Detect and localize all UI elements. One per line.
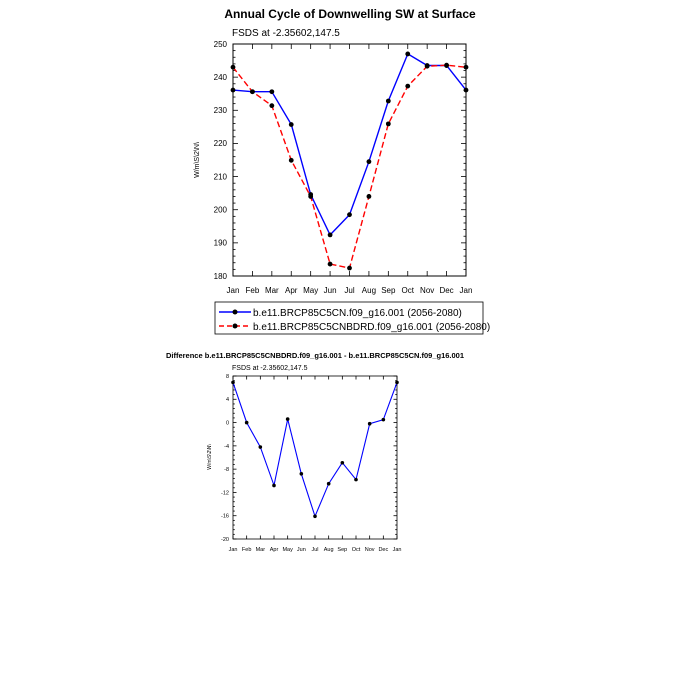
x-tick-label: Jan (228, 547, 238, 553)
data-point (367, 194, 372, 199)
chart2-subtitle: FSDS at -2.35602,147.5 (232, 365, 308, 372)
legend-marker-red (233, 324, 238, 329)
series-line-1 (233, 65, 466, 268)
x-tick-label: May (303, 286, 319, 295)
x-tick-label: Jun (323, 286, 337, 295)
difference-chart (166, 351, 464, 553)
data-point (395, 381, 399, 385)
x-tick-label: Apr (269, 547, 279, 553)
y-tick-label: 230 (213, 106, 227, 116)
data-point (444, 63, 449, 68)
x-tick-label: Sep (381, 286, 396, 295)
annual-cycle-chart (194, 7, 490, 334)
x-tick-label: Apr (285, 286, 298, 295)
x-tick-label: Dec (439, 286, 454, 295)
x-tick-label: Dec (378, 547, 389, 553)
x-tick-label: Feb (245, 286, 260, 295)
data-point (382, 418, 386, 422)
series-line-0 (233, 382, 397, 516)
data-point (367, 159, 372, 164)
y-tick-label: 240 (213, 72, 227, 82)
data-point (386, 99, 391, 104)
y-tick-label: -12 (221, 490, 229, 497)
data-point (286, 417, 290, 421)
x-tick-label: Aug (323, 547, 334, 553)
legend-label-red: b.e11.BRCP85C5CNBDRD.f09_g16.001 (2056-2080) (253, 322, 491, 333)
data-point (289, 158, 294, 163)
y-tick-label: 210 (213, 172, 227, 182)
x-tick-label: Nov (364, 547, 375, 553)
x-tick-label: Feb (241, 547, 252, 553)
data-point (300, 472, 304, 476)
data-point (231, 381, 235, 385)
x-tick-label: Aug (361, 286, 377, 295)
data-point (368, 422, 372, 426)
chart1-x-axis (227, 44, 473, 295)
data-point (269, 89, 274, 94)
data-point (464, 88, 469, 93)
x-tick-label: Oct (401, 286, 414, 295)
series-line-0 (233, 54, 466, 235)
chart2-y-axis (221, 374, 397, 543)
x-tick-label: Jan (226, 286, 240, 295)
data-point (313, 514, 317, 518)
chart2-series (231, 381, 399, 518)
data-point (231, 88, 236, 93)
y-tick-label: 4 (225, 397, 229, 404)
x-tick-label: Jan (459, 286, 473, 295)
y-tick-label: 200 (213, 205, 227, 215)
y-tick-label: -8 (224, 467, 229, 474)
y-tick-label: 0 (225, 420, 229, 427)
x-tick-label: Nov (420, 286, 435, 295)
data-point (289, 122, 294, 127)
x-tick-label: Jul (311, 547, 319, 553)
x-tick-label: Jul (344, 286, 355, 295)
chart1-series (231, 52, 469, 271)
x-tick-label: May (282, 547, 293, 553)
data-point (272, 484, 276, 488)
data-point (250, 89, 255, 94)
data-point (259, 445, 263, 449)
y-tick-label: 180 (213, 271, 227, 281)
chart1-ylabel: W/m\S\2\N\ (194, 142, 201, 178)
y-tick-label: 250 (213, 39, 227, 49)
data-point (328, 233, 333, 238)
chart1-subtitle: FSDS at -2.35602,147.5 (232, 28, 340, 39)
x-tick-label: Sep (337, 547, 348, 553)
x-tick-label: Jan (392, 547, 402, 553)
x-tick-label: Mar (255, 547, 266, 553)
data-point (464, 65, 469, 70)
y-tick-label: 220 (213, 139, 227, 149)
data-point (425, 64, 430, 69)
y-tick-label: 8 (225, 373, 229, 380)
data-point (328, 262, 333, 267)
y-tick-label: 190 (213, 238, 227, 248)
data-point (347, 212, 352, 217)
data-point (347, 266, 352, 271)
chart2-ylabel: W/m\S\2\N\ (207, 444, 213, 470)
data-point (245, 421, 249, 425)
legend-marker-blue (233, 310, 238, 315)
x-tick-label: Oct (351, 547, 361, 553)
data-point (308, 194, 313, 199)
y-tick-label: -16 (221, 513, 229, 520)
chart2-x-axis (229, 376, 402, 553)
data-point (405, 84, 410, 89)
y-tick-label: -20 (221, 536, 229, 543)
data-point (386, 121, 391, 126)
data-point (231, 65, 236, 70)
chart2-title: Difference b.e11.BRCP85C5CNBDRD.f09_g16.001 - b.e11.BRCP85C5CN.f09_g16.001 (165, 351, 465, 360)
data-point (341, 461, 345, 465)
x-tick-label: Mar (264, 286, 279, 295)
data-point (269, 103, 274, 108)
legend-label-blue: b.e11.BRCP85C5CN.f09_g16.001 (2056-2080) (253, 308, 462, 319)
chart1-y-axis (214, 40, 466, 281)
chart1-legend (215, 302, 490, 334)
chart1-title: Annual Cycle of Downwelling SW at Surface (224, 7, 476, 21)
x-tick-label: Jun (296, 547, 306, 553)
y-tick-label: -4 (224, 443, 229, 450)
data-point (327, 482, 331, 486)
chart1-plot-frame (233, 44, 466, 276)
data-point (405, 52, 410, 57)
data-point (354, 478, 358, 482)
